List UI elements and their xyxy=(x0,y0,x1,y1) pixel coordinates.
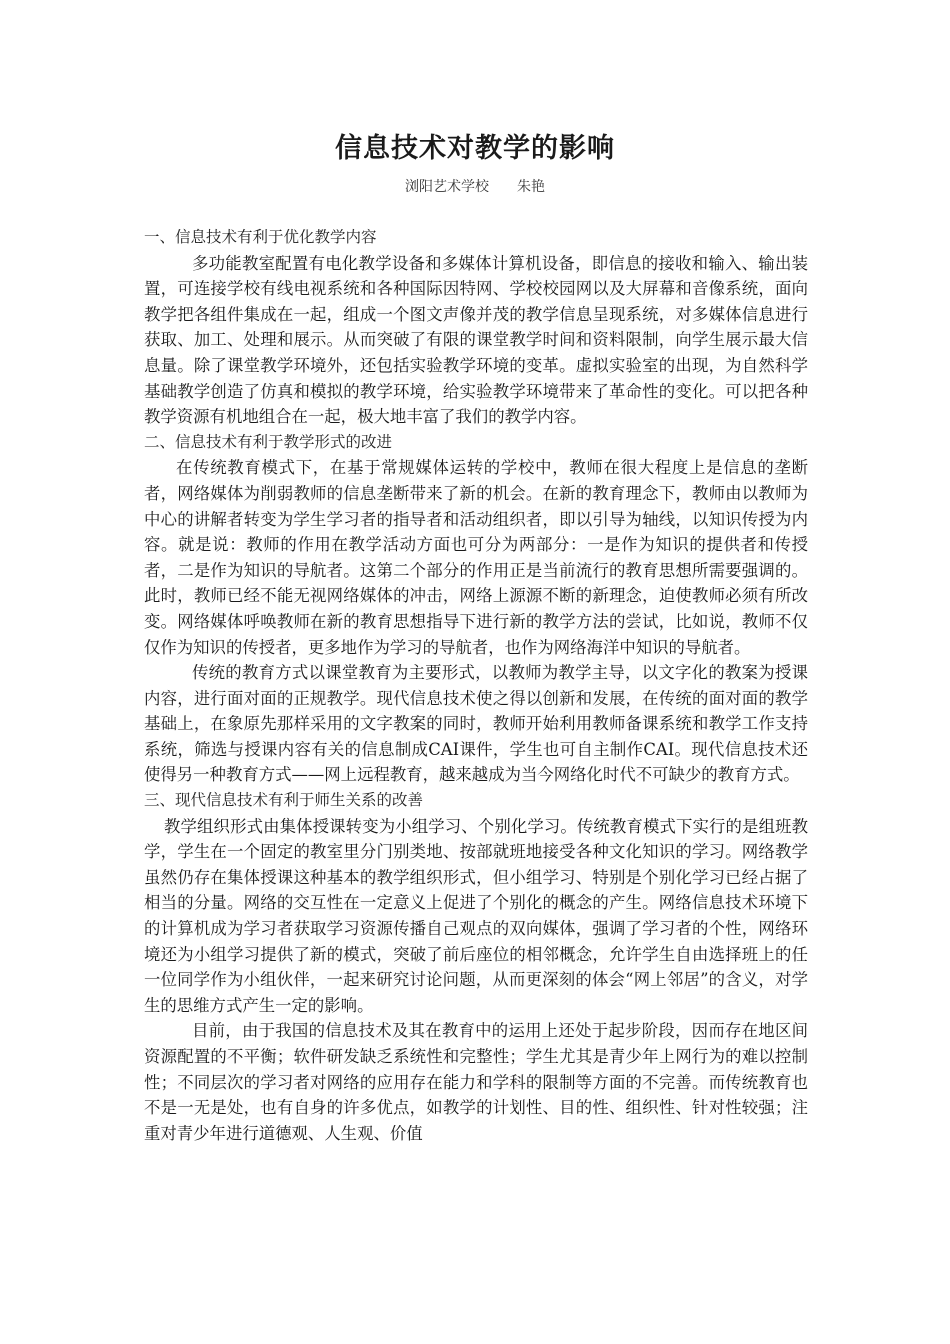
paragraph: 多功能教室配置有电化教学设备和多媒体计算机设备，即信息的接收和输入、输出装置，可连接学校有线电视系统和各种国际因特网、学校校园网以及大屏幕和音像系统，面向教学把各组件集成在一起，组成一个图文声像并茂的教学信息呈现系统，对多媒体信息进行获取、加工、处理和展示。从而突破了有限的课堂教学时间和资料限制，向学生展示最大信息量。除了课堂教学环境外，还包括实验教学环境的变革。虚拟实验室的出现，为自然科学基础教学创造了仿真和模拟的教学环境，给实验教学环境带来了革命性的变化。可以把各种教学资源有机地组合在一起，极大地丰富了我们的教学内容。 xyxy=(144,253,808,427)
author-line xyxy=(0,177,950,197)
school-name: 浏阳艺术学校 xyxy=(405,179,489,195)
page-title: 信息技术对教学的影响 xyxy=(335,133,615,164)
paragraph: 教学组织形式由集体授课转变为小组学习、个别化学习。传统教育模式下实行的是组班教学，学生在一个固定的教室里分门别类地、按部就班地接受各种文化知识的学习。网络教学虽然仍存在集体授课这种基本的教学组织形式，但小组学习、特别是个别化学习已经占据了相当的分量。网络的交互性在一定意义上促进了个别化的概念的产生。网络信息技术环境下的计算机成为学习者获取学习资源传播自己观点的双向媒体，强调了学习者的个性，网络环境还为小组学习提供了新的模式，突破了前后座位的相邻概念，允许学生自由选择班上的任一位同学作为小组伙伴，一起来研究讨论问题，从而更深刻的体会“网上邻居”的含义，对学生的思维方式产生一定的影响。 xyxy=(144,816,808,1015)
author-name: 朱艳 xyxy=(517,179,545,195)
paragraph: 在传统教育模式下，在基于常规媒体运转的学校中，教师在很大程度上是信息的垄断者，网络媒体为削弱教师的信息垄断带来了新的机会。在新的教育理念下，教师由以教师为中心的讲解者转变为学生学习者的指导者和活动组织者，即以引导为轴线，以知识传授为内容。就是说：教师的作用在教学活动方面也可分为两部分：一是作为知识的提供者和传授者，二是作为知识的导航者。这第二个部分的作用正是当前流行的教育思想所需要强调的。此时，教师已经不能无视网络媒体的冲击，网络上源源不断的新理念，迫使教师必须有所改变。网络媒体呼唤教师在新的教育思想指导下进行新的教学方法的尝试，比如说，教师不仅仅作为知识的传授者，更多地作为学习的导航者，也作为网络海洋中知识的导航者。 xyxy=(144,458,808,657)
paragraph: 目前，由于我国的信息技术及其在教育中的运用上还处于起步阶段，因而存在地区间资源配置的不平衡；软件研发缺乏系统性和完整性；学生尤其是青少年上网行为的难以控制性；不同层次的学习者对网络的应用存在能力和学科的限制等方面的不完善。而传统教育也不是一无是处，也有自身的许多优点，如教学的计划性、目的性、组织性、针对性较强；注重对青少年进行道德观、人生观、价值 xyxy=(144,1021,808,1143)
document-body xyxy=(144,225,808,1146)
paragraph: 传统的教育方式以课堂教育为主要形式，以教师为教学主导，以文字化的教案为授课内容，进行面对面的正规教学。现代信息技术使之得以创新和发展，在传统的面对面的教学基础上，在象原先那样采用的文字教案的同时，教师开始利用教师备课系统和教学工作支持系统，筛选与授课内容有关的信息制成CAI课件，学生也可自主制作CAI。现代信息技术还使得另一种教育方式——网上远程教育，越来越成为当今网络化时代不可缺少的教育方式。 xyxy=(144,663,808,785)
section-heading-3: 三、现代信息技术有利于师生关系的改善 xyxy=(144,791,424,810)
section-heading-1: 一、信息技术有利于优化教学内容 xyxy=(144,228,377,246)
section-heading-2: 二、信息技术有利于教学形式的改进 xyxy=(144,432,393,451)
